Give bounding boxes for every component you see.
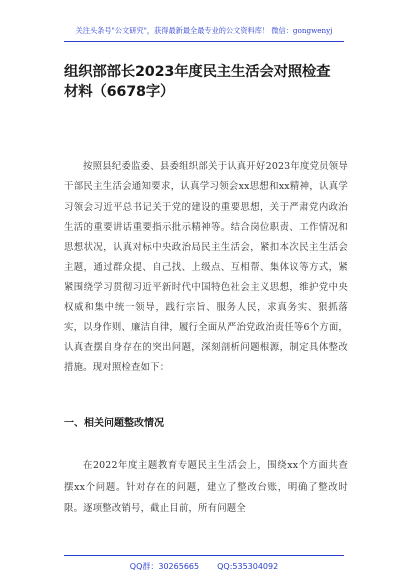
body-paragraph-2: 在2022年度主题教育专题民主生活会上，围绕xx个方面共查摆xx个问题。针对存在的问题，建立了整改台账，明确了整改时限。逐项整改销号，截止目前，所有问题全 [64,460,348,514]
footer-divider [64,555,344,556]
header-divider [64,41,344,42]
footer-qq-group: QQ群：30265665 [129,562,200,571]
section-heading-1: 一、相关问题整改情况 [64,418,164,429]
body-paragraph-1: 按照县纪委监委、县委组织部关于认真开好2023年度党员领导干部民主生活会通知要求，认真学习领会xx思想和xx精神，认真学习领会习近平总书记关于党的建设的重要思想，关于严肃党内政治生活的重要讲话重要指示批示精神等。结合岗位职责、工作情况和思想状况，认真对标中央政治局民主生活会，紧扣本次民主生活会主题，通过群众提、自己找、上级点、互相帮、集体议等方式，紧紧围绕学习贯彻习近平新时代中国特色社会主义思想，维护党中央权威和集中统一领导，践行宗旨、服务人民，求真务实、狠抓落实，以身作则、廉洁自律，履行全面从严治党政治责任等6个方面，认真查摆自身存在的突出问题，深刻剖析问题根源，制定具体整改措施。现对照检查如下： [64,161,348,374]
document-title: 组织部部长2023年度民主生活会对照检查材料（6678字） [64,64,331,100]
header-banner: 关注头条号"公文研究"，获得最新最全最专业的公文资料库！ 微信：gongwenyj [75,26,333,35]
footer-qq: QQ:535304092 [217,562,279,571]
footer [0,561,408,572]
